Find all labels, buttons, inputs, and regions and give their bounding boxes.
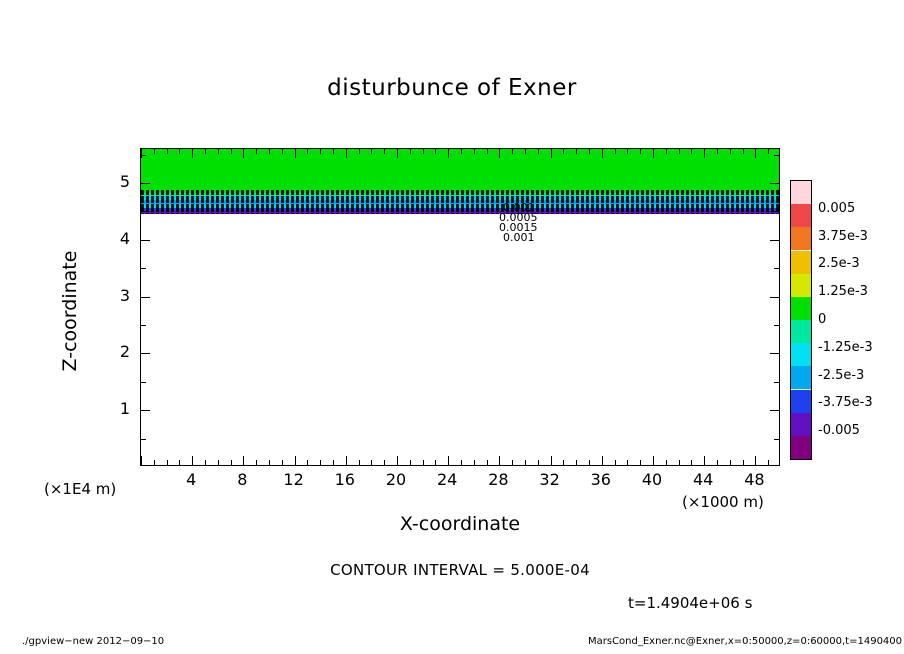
x-tick xyxy=(589,460,590,465)
y-tick xyxy=(141,439,146,440)
y-tick xyxy=(141,183,150,184)
x-tick xyxy=(743,149,744,154)
x-tick xyxy=(691,460,692,465)
time-annotation: t=1.4904e+06 s xyxy=(628,594,753,612)
colorbar xyxy=(790,180,812,460)
x-tick xyxy=(320,460,321,465)
y-tick xyxy=(774,382,779,383)
colorbar-cell xyxy=(791,366,811,389)
x-tick xyxy=(205,149,206,154)
plot-area xyxy=(140,148,780,466)
x-tick-label: 8 xyxy=(237,470,248,489)
x-tick xyxy=(256,460,257,465)
x-tick xyxy=(551,456,552,465)
x-tick xyxy=(384,149,385,154)
x-tick xyxy=(563,149,564,154)
contour-interval-annotation: CONTOUR INTERVAL = 5.000E-04 xyxy=(330,561,590,579)
y-tick xyxy=(141,297,150,298)
colorbar-cell xyxy=(791,274,811,297)
colorbar-tick-label: 3.75e-3 xyxy=(818,228,868,244)
y-tick xyxy=(141,155,146,156)
y-tick xyxy=(141,268,146,269)
contour-label-1: 0.001 xyxy=(503,201,535,214)
x-tick-label: 12 xyxy=(283,470,304,489)
x-tick xyxy=(423,149,424,154)
y-tick xyxy=(774,211,779,212)
colorbar-cell xyxy=(791,297,811,320)
x-tick xyxy=(410,460,411,465)
x-tick xyxy=(704,149,705,158)
y-tick-label: 5 xyxy=(119,172,130,192)
x-tick xyxy=(154,149,155,154)
colorbar-tick-label: -2.5e-3 xyxy=(818,367,865,383)
colorbar-tick-label: 0.005 xyxy=(818,200,856,216)
x-tick xyxy=(615,460,616,465)
x-tick-label: 40 xyxy=(641,470,663,489)
y-tick xyxy=(141,382,146,383)
x-tick xyxy=(435,149,436,154)
x-tick xyxy=(525,149,526,154)
x-tick xyxy=(256,149,257,154)
y-tick-label: 1 xyxy=(119,399,130,419)
colorbar-tick-label: -3.75e-3 xyxy=(818,395,873,411)
colorbar-cell xyxy=(791,343,811,366)
x-tick xyxy=(384,460,385,465)
x-tick xyxy=(563,460,564,465)
y-tick xyxy=(141,410,150,411)
x-tick xyxy=(269,149,270,154)
y-axis-title: Z-coordinate xyxy=(59,250,81,372)
x-tick xyxy=(295,149,296,158)
x-tick xyxy=(653,149,654,158)
colorbar-cell xyxy=(791,251,811,274)
chart-title: disturbunce of Exner xyxy=(327,75,577,101)
x-tick xyxy=(397,456,398,465)
x-tick xyxy=(141,149,142,158)
y-tick xyxy=(770,410,779,411)
x-tick xyxy=(640,460,641,465)
x-tick xyxy=(435,460,436,465)
x-tick xyxy=(320,149,321,154)
x-tick xyxy=(307,149,308,154)
field-band xyxy=(141,214,779,466)
y-tick-label: 4 xyxy=(119,228,130,248)
x-tick xyxy=(717,149,718,154)
x-tick-label: 24 xyxy=(437,470,458,489)
x-tick xyxy=(474,460,475,465)
x-tick xyxy=(333,460,334,465)
contour-label-4: 0.001 xyxy=(503,231,535,244)
x-tick xyxy=(602,456,603,465)
x-tick xyxy=(704,456,705,465)
x-axis-title: X-coordinate xyxy=(399,513,521,535)
x-tick xyxy=(755,149,756,158)
x-tick xyxy=(627,149,628,154)
x-tick xyxy=(487,460,488,465)
x-tick xyxy=(615,149,616,154)
x-tick-label: 48 xyxy=(744,470,765,489)
x-tick-label: 28 xyxy=(488,470,509,489)
x-tick xyxy=(487,149,488,154)
x-tick xyxy=(551,149,552,158)
x-tick xyxy=(423,460,424,465)
contour-line xyxy=(141,213,779,214)
x-tick xyxy=(768,149,769,154)
x-tick xyxy=(768,460,769,465)
y-tick xyxy=(770,297,779,298)
x-tick xyxy=(474,149,475,154)
x-tick-label: 4 xyxy=(186,470,197,489)
y-tick xyxy=(774,325,779,326)
x-tick xyxy=(179,460,180,465)
y-tick xyxy=(141,211,146,212)
x-tick xyxy=(448,456,449,465)
x-tick xyxy=(205,460,206,465)
x-tick xyxy=(679,460,680,465)
x-tick xyxy=(333,149,334,154)
colorbar-tick-label: 1.25e-3 xyxy=(818,284,868,300)
x-tick xyxy=(640,149,641,154)
x-tick xyxy=(154,460,155,465)
field-band xyxy=(141,149,779,190)
y-tick xyxy=(770,240,779,241)
x-tick xyxy=(576,149,577,154)
y-tick xyxy=(774,155,779,156)
y-tick xyxy=(774,268,779,269)
x-tick xyxy=(499,456,500,465)
x-tick xyxy=(269,460,270,465)
y-tick-label: 3 xyxy=(119,285,130,305)
x-tick xyxy=(602,149,603,158)
x-tick-label: 36 xyxy=(590,470,611,489)
x-tick xyxy=(448,149,449,158)
x-tick xyxy=(295,456,296,465)
x-tick xyxy=(461,460,462,465)
x-tick xyxy=(243,149,244,158)
x-tick-label: 20 xyxy=(385,470,407,489)
colorbar-cell xyxy=(791,227,811,250)
x-tick xyxy=(538,149,539,154)
y-tick xyxy=(774,439,779,440)
colorbar-cell xyxy=(791,320,811,343)
x-tick xyxy=(231,460,232,465)
x-tick xyxy=(141,456,142,465)
colorbar-tick-label: 2.5e-3 xyxy=(818,256,860,272)
y-axis-unit-label: (×1E4 m) xyxy=(44,480,117,498)
x-tick xyxy=(179,149,180,154)
colorbar-cell xyxy=(791,436,811,459)
x-axis-unit-label: (×1000 m) xyxy=(682,493,764,511)
contour-label-3: 0.0015 xyxy=(499,221,538,234)
footer-right-text: MarsCond_Exner.nc@Exner,x=0:50000,z=0:60000,t=1490400 xyxy=(588,636,903,647)
x-tick xyxy=(499,149,500,158)
x-tick xyxy=(371,149,372,154)
x-tick xyxy=(730,460,731,465)
x-tick xyxy=(282,149,283,154)
colorbar-cell xyxy=(791,413,811,436)
x-tick xyxy=(359,460,360,465)
x-tick xyxy=(167,149,168,154)
colorbar-cell xyxy=(791,204,811,227)
x-tick xyxy=(666,460,667,465)
x-tick xyxy=(371,460,372,465)
x-tick xyxy=(512,149,513,154)
x-tick xyxy=(666,149,667,154)
x-tick xyxy=(192,149,193,158)
x-tick-label: 16 xyxy=(334,470,355,489)
x-tick xyxy=(576,460,577,465)
colorbar-tick-label: 0 xyxy=(818,312,827,327)
x-tick xyxy=(218,149,219,154)
x-tick xyxy=(512,460,513,465)
y-tick xyxy=(770,183,779,184)
y-tick xyxy=(141,325,146,326)
x-tick xyxy=(653,456,654,465)
x-tick xyxy=(691,149,692,154)
x-tick xyxy=(346,456,347,465)
colorbar-tick-label: -1.25e-3 xyxy=(818,339,873,355)
x-tick-label: 32 xyxy=(539,470,560,489)
x-tick xyxy=(730,149,731,154)
x-tick xyxy=(218,460,219,465)
x-tick xyxy=(525,460,526,465)
x-tick xyxy=(410,149,411,154)
x-tick xyxy=(589,149,590,154)
y-tick xyxy=(770,353,779,354)
y-tick xyxy=(141,240,150,241)
x-tick xyxy=(346,149,347,158)
x-tick xyxy=(538,460,539,465)
x-tick-label: 44 xyxy=(693,470,714,489)
x-tick xyxy=(717,460,718,465)
x-tick xyxy=(743,460,744,465)
x-tick xyxy=(359,149,360,154)
x-tick xyxy=(461,149,462,154)
contour-label-2: 0.0005 xyxy=(499,211,538,224)
x-tick xyxy=(307,460,308,465)
x-tick xyxy=(167,460,168,465)
colorbar-cell xyxy=(791,390,811,413)
x-tick xyxy=(679,149,680,154)
colorbar-tick-label: -0.005 xyxy=(818,423,860,439)
x-tick xyxy=(755,456,756,465)
x-tick xyxy=(192,456,193,465)
x-tick xyxy=(231,149,232,154)
x-tick xyxy=(282,460,283,465)
footer-left-text: ./gpview−new 2012−09−10 xyxy=(22,636,165,647)
x-tick xyxy=(397,149,398,158)
y-tick-label: 2 xyxy=(119,342,130,362)
x-tick xyxy=(243,456,244,465)
y-tick xyxy=(141,353,150,354)
colorbar-cell xyxy=(791,181,811,204)
x-tick xyxy=(627,460,628,465)
